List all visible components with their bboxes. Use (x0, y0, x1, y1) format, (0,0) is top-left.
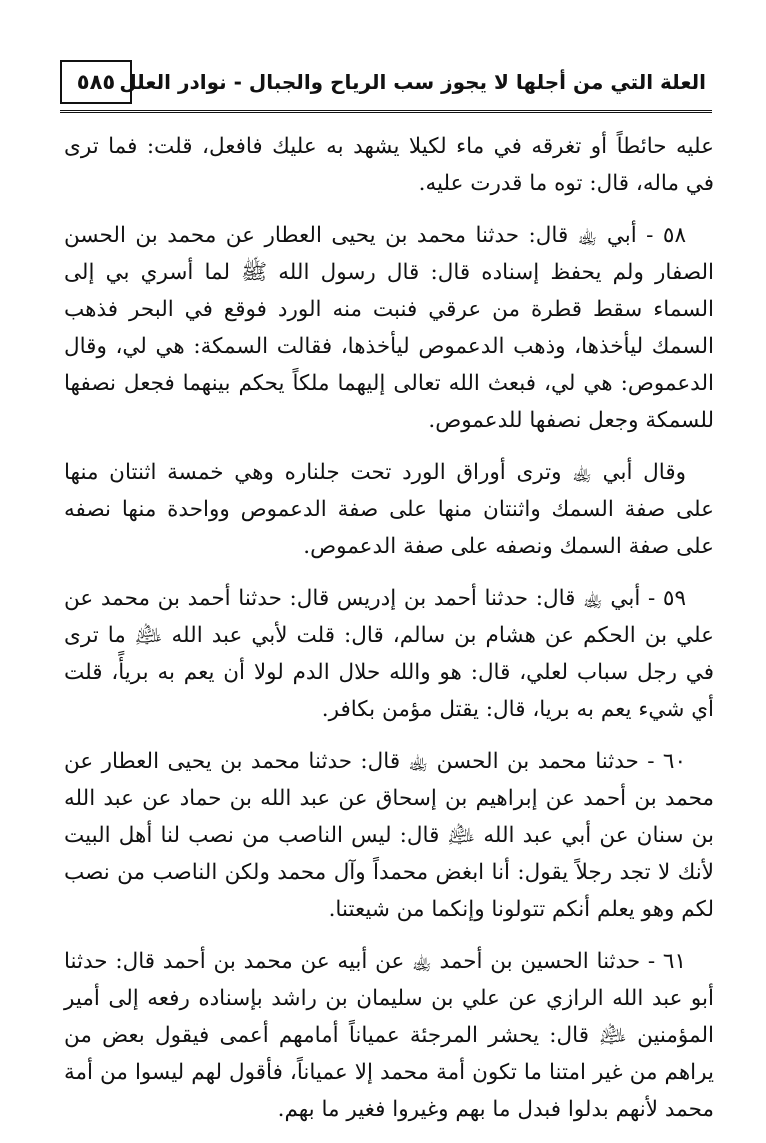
paragraph-hadith-59: ٥٩ - أبي ﵀ قال: حدثنا أحمد بن إدريس قال: حدثنا أحمد بن محمد عن علي بن الحكم عن هشام بن سالم، قال: قلت لأبي عبد الله ﵇ ما ترى في رجل سباب لعلي، قال: هو والله حلال الدم لولا أن يعم به بريأً، قلت أي شيء يعم به بريا، قال: يقتل مؤمن بكافر. (64, 586, 714, 722)
paragraph-note: وقال أبي ﵀ وترى أوراق الورد تحت جلناره وهي خمسة اثنتان منها على صفة السمك واثنتان منها على صفة الدعموص وواحدة منها نصفه على صفة السمك ونصفه على صفة الدعموص. (64, 460, 714, 559)
paragraph-hadith-60: ٦٠ - حدثنا محمد بن الحسن ﵀ قال: حدثنا محمد بن يحيى العطار عن محمد بن أحمد عن إبراهيم بن إسحاق عن عبد الله بن حماد عن عبد الله بن سنان عن أبي عبد الله ﵇ قال: ليس الناصب من نصب لنا أهل البيت لأنك لا تجد رجلاً يقول: أنا ابغض محمداً وآل محمد ولكن الناصب من نصب لكم وهو يعلم أنكم تتولونا وإنكما من شيعتنا. (64, 749, 714, 922)
paragraph-hadith-61: ٦١ - حدثنا الحسين بن أحمد ﵀ عن أبيه عن محمد بن أحمد قال: حدثنا أبو عبد الله الرازي عن علي بن سليمان بن راشد بإسناده رفعه إلى أمير المؤمنين ﵇ قال: يحشر المرجئة عمياناً أمامهم أعمى فيقول بعض من يراهم من غير امتنا ما تكون أمة محمد إلا عمياناً، فأقول لهم ليسوا من أمة محمد لأنهم بدلوا فبدل ما بهم وغيروا فغير ما بهم. (64, 949, 714, 1122)
page-number: ٥٨٥ (60, 60, 132, 104)
paragraph-continuation: عليه حائطاً أو تغرقه في ماء لكيلا يشهد به عليك فافعل، قلت: فما ترى في ماله، قال: توه ما قدرت عليه. (64, 134, 714, 196)
paragraph-hadith-58: ٥٨ - أبي ﵀ قال: حدثنا محمد بن يحيى العطار عن محمد بن الحسن الصفار ولم يحفظ إسناده قال: قال رسول الله ﷺ لما أسري بي إلى السماء سقط قطرة من عرقي فنبت منه الورد فوقع في البحر فذهب السمك ليأخذها، وذهب الدعموص ليأخذها، فقالت السمكة: هي لي، وقال الدعموص: هي لي، فبعث الله تعالى إليهما ملكاً يحكم بينهما فجعل نصفها للسمكة وجعل نصفها للدعموص. (64, 223, 714, 433)
header-title: العلة التي من أجلها لا يجوز سب الرياح والجبال - نوادر العلل (119, 70, 706, 94)
page-body (64, 128, 714, 1143)
running-header (60, 60, 712, 113)
